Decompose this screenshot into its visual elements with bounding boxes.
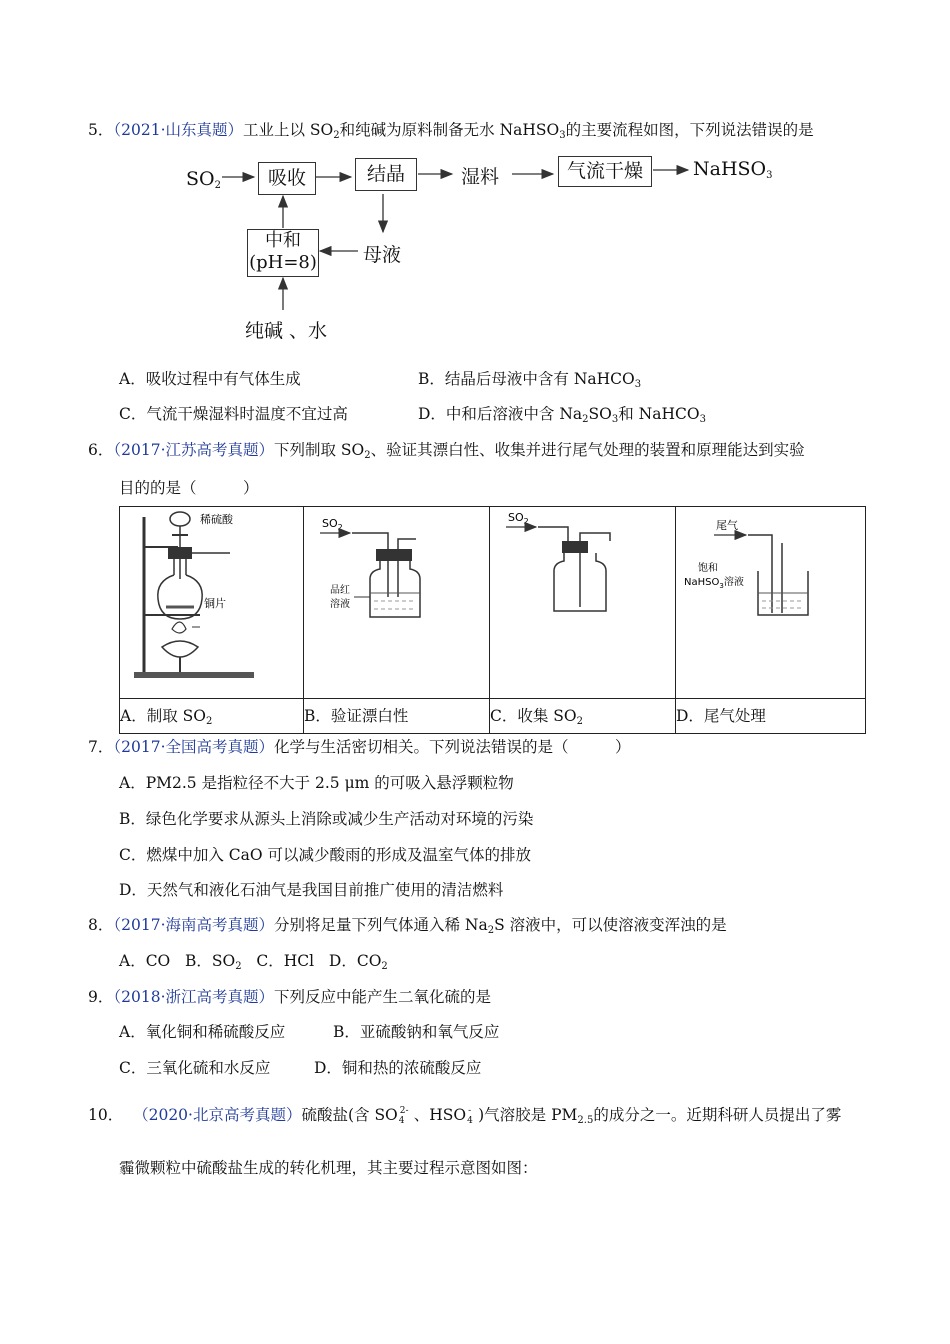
q8-source: （2017·海南高考真题） <box>113 916 274 934</box>
q9-option-c: C．三氧化硫和水反应 <box>119 1059 271 1077</box>
q6-source: （2017·江苏高考真题） <box>113 441 274 459</box>
q9-option-d: D．铜和热的浓硫酸反应 <box>314 1059 482 1077</box>
caption-b: B．验证漂白性 <box>304 699 490 734</box>
q8-options: A．CO B．$SO_2$ C．HCl D．$CO_2$ <box>119 952 388 972</box>
q5-option-d: D．中和后溶液中含 $Na_2SO_3$和 NaHCO$_3$ <box>418 405 706 425</box>
q7-option-b: B．绿色化学要求从源头上消除或减少生产活动对环境的污染 <box>119 810 534 828</box>
q5-stem: 5．（2021·山东真题）工业上以 $SO_2$和纯碱为原料制备无水 NaHSO$_3$的主要流程如图，下列说法错误的是 <box>88 121 814 141</box>
label-so2-b: $SO_2$ <box>322 517 343 532</box>
q9-option-b: B．亚硫酸钠和氧气反应 <box>333 1023 500 1041</box>
q5-option-c: C．气流干燥湿料时温度不宜过高 <box>119 405 348 423</box>
q6-stem-line2: 目的的是（ ） <box>119 479 259 497</box>
q5-option-b: B．结晶后母液中含有 NaHCO$_3$ <box>418 370 642 390</box>
flow-wet: 湿料 <box>461 166 500 188</box>
label-so2-c: $SO_2$ <box>508 511 529 526</box>
apparatus-a-cell <box>120 507 304 699</box>
apparatus-c-cell <box>490 507 676 699</box>
flow-absorb-box: 吸收 <box>258 162 316 195</box>
apparatus-d-cell <box>676 507 866 699</box>
flow-neutral-box: 中和 (pH=8) <box>247 229 319 277</box>
q6-stem: 6．（2017·江苏高考真题）下列制取 $SO_2$、验证其漂白性、收集并进行尾气处理的装置和原理能达到实验 <box>88 441 805 461</box>
label-nahso3-solution: NaHSO$_3$溶液 <box>684 577 744 590</box>
flow-dry-box: 气流干燥 <box>558 156 652 187</box>
caption-c: C．收集 $SO_2$ <box>490 699 676 734</box>
label-magenta: 品红 <box>330 585 350 596</box>
apparatus-b-drawing <box>304 507 489 694</box>
q6-apparatus-table <box>119 506 866 734</box>
q10-stem: 10． （2020·北京高考真题）硫酸盐(含 SO 2- 4 、HSO - 4 )气溶胶是 $PM_{2.5}$的成分之一。近期科研人员提出了雾 <box>88 1106 842 1126</box>
q9-option-a: A．氧化铜和稀硫酸反应 <box>119 1023 286 1041</box>
label-tail-gas: 尾气 <box>716 519 738 532</box>
q7-option-c: C．燃煤中加入 CaO 可以减少酸雨的形成及温室气体的排放 <box>119 846 532 864</box>
q9-source: （2018·浙江高考真题） <box>113 988 274 1006</box>
apparatus-d-drawing <box>676 507 865 694</box>
flow-soda-water: 纯碱 、水 <box>245 320 328 342</box>
flow-so2: $SO_2$ <box>186 168 221 191</box>
flow-product: NaHSO$_3$ <box>693 158 773 181</box>
apparatus-b-cell <box>304 507 490 699</box>
q9-stem: 9．（2018·浙江高考真题）下列反应中能产生二氧化硫的是 <box>88 988 492 1006</box>
q7-source: （2017·全国高考真题） <box>113 738 274 756</box>
q5-option-a: A．吸收过程中有气体生成 <box>119 370 301 388</box>
q8-stem: 8．（2017·海南高考真题）分别将足量下列气体通入稀 $Na_2S$ 溶液中，可以使溶液变浑浊的是 <box>88 916 727 936</box>
label-magenta-solution: 溶液 <box>330 599 350 610</box>
q7-stem: 7．（2017·全国高考真题）化学与生活密切相关。下列说法错误的是（ ） <box>88 738 631 756</box>
caption-d: D．尾气处理 <box>676 699 866 734</box>
label-copper: 铜片 <box>204 597 226 610</box>
q10-stem-line2: 霾微颗粒中硫酸盐生成的转化机理，其主要过程示意图如图： <box>119 1159 538 1177</box>
q10-source: （2020·北京高考真题） <box>133 1106 302 1124</box>
q7-option-a: A．PM2.5 是指粒径不大于 2.5 μm 的可吸入悬浮颗粒物 <box>119 774 514 792</box>
flow-crystal-box: 结晶 <box>355 158 417 191</box>
apparatus-c-drawing <box>490 507 675 694</box>
label-saturated: 饱和 <box>698 563 718 574</box>
q5-source: （2021·山东真题） <box>113 121 243 139</box>
q7-option-d: D．天然气和液化石油气是我国目前推广使用的清洁燃料 <box>119 881 504 899</box>
apparatus-a-drawing <box>120 507 303 694</box>
flow-mother-liquor: 母液 <box>363 244 402 266</box>
label-dilute-acid: 稀硫酸 <box>200 513 233 526</box>
caption-a: A．制取 $SO_2$ <box>120 699 304 734</box>
